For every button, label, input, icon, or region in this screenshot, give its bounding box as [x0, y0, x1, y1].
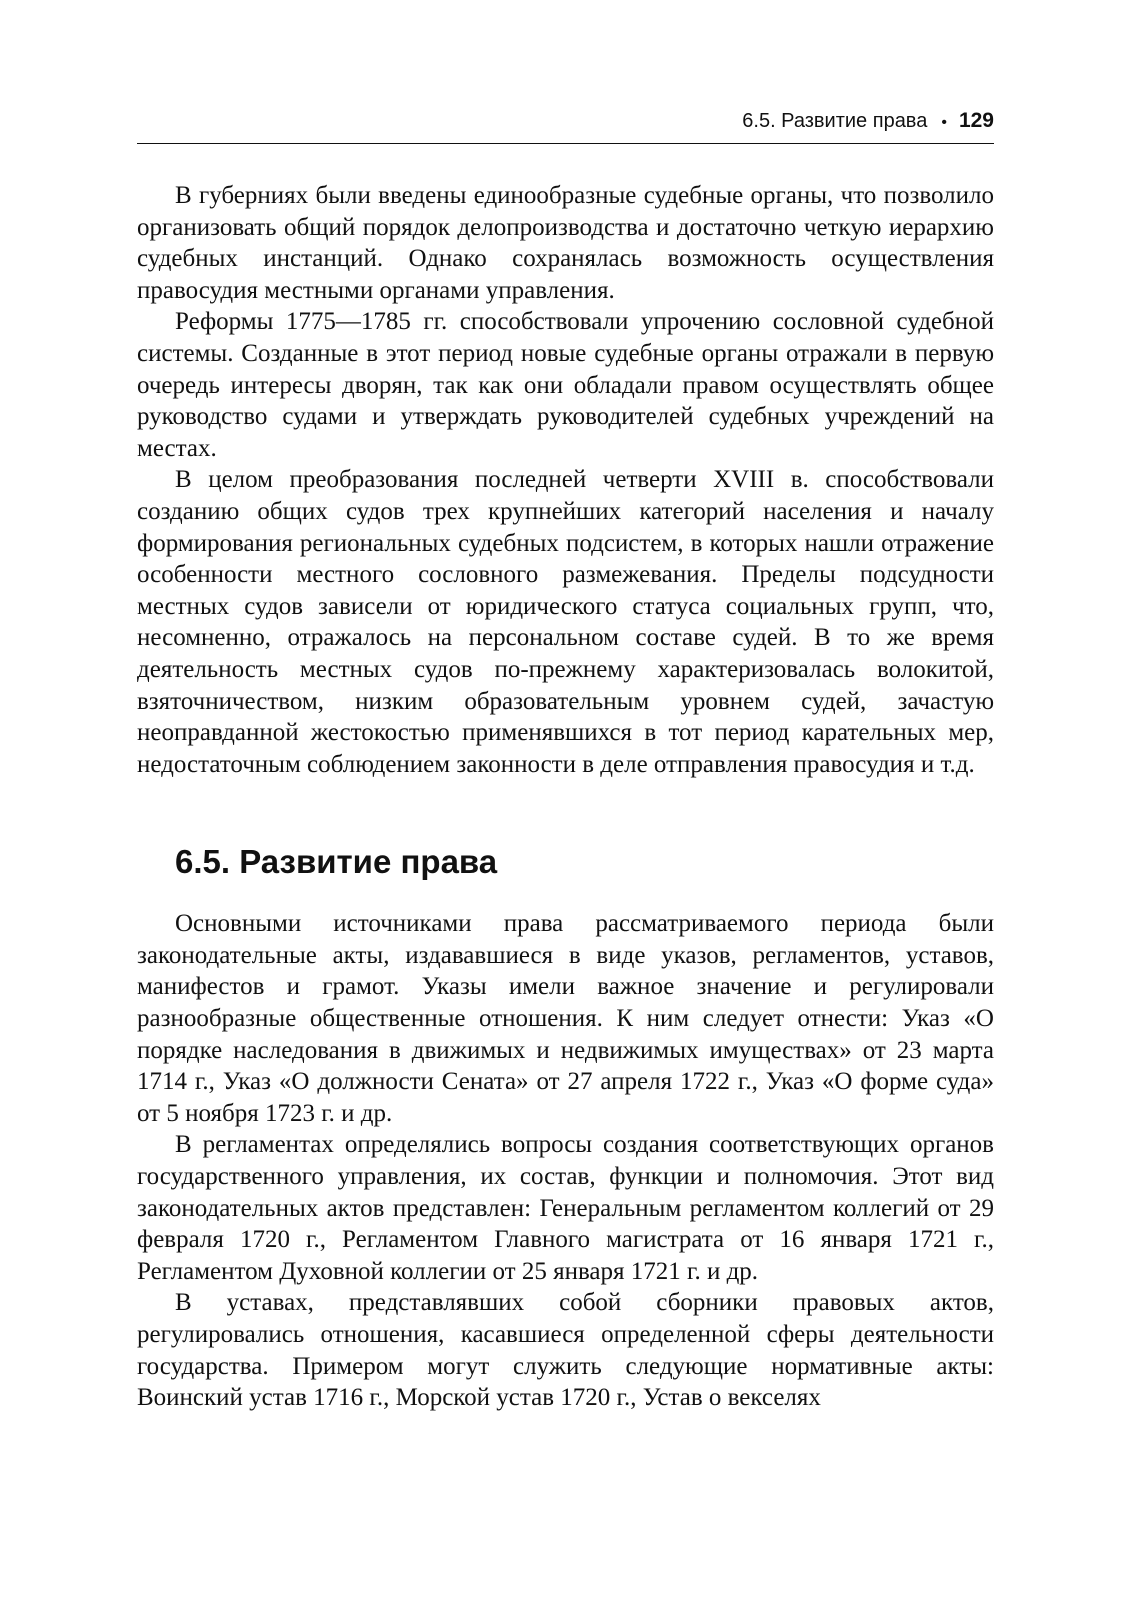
page-number: 129 [958, 109, 994, 132]
running-head [137, 108, 994, 144]
running-head-section: 6.5. Развитие права [742, 110, 928, 132]
paragraph: В целом преобразования последней четверти XVIII в. способствовали созданию общих судов трех крупнейших категорий населения и началу формирования региональных судебных подсистем, в которых нашли отражение особенности местного сословного размежевания. Пределы подсудности местных судов зависели от юридического статуса социальных групп, что, несомненно, отражалось на персональном составе судей. В то же время деятельность местных судов по-прежнему характеризовалась волокитой, взяточничеством, низким образовательным уровнем судей, зачастую неоправданной жестокостью применявшихся в тот период карательных мер, недостаточным соблюдением законности в деле отправления правосудия и т.д. [137, 466, 994, 778]
paragraph: Основными источниками права рассматриваемого периода были законодательные акты, издававшиеся в виде указов, регламентов, уставов, манифестов и грамот. Указы имели важное значение и регулировали разнообразные общественные отношения. К ним следует отнести: Указ «О порядке наследования в движимых и недвижимых имуществах» от 23 марта 1714 г., Указ «О должности Сената» от 27 апреля 1722 г., Указ «О форме суда» от 5 ноября 1723 г. и др. [137, 910, 994, 1127]
text-block-after [137, 908, 994, 1414]
paragraph: В регламентах определялись вопросы создания соответствующих органов государственного управления, их состав, функции и полномочия. Этот вид законодательных актов представлен: Генеральным регламентом коллегий от 29 февраля 1720 г., Регламентом Главного магистрата от 16 января 1721 г., Регламентом Духовной коллегии от 25 января 1721 г. и др. [137, 1131, 994, 1285]
paragraph: Реформы 1775—1785 гг. способствовали упрочению сословной судебной системы. Созданные в этот период новые судебные органы отражали в первую очередь интересы дворян, так как они обладали правом осуществлять общее руководство судами и утверждать руководителей судебных учреждений на местах. [137, 308, 994, 462]
section-heading: 6.5. Развитие права [175, 843, 498, 881]
book-page [137, 108, 994, 1414]
paragraph: В губерниях были введены единообразные судебные органы, что позволило организовать общий порядок делопроизводства и достаточно четкую иерархию судебных инстанций. Однако сохранялась возможность осуществления правосудия местными органами управления. [137, 182, 994, 304]
running-head-separator: • [941, 114, 947, 131]
paragraph: В уставах, представлявших собой сборники правовых актов, регулировались отношения, касавшиеся определенной сферы деятельности государства. Примером могут служить следующие нормативные акты: Воинский устав 1716 г., Морской устав 1720 г., Устав о векселях [137, 1289, 994, 1412]
text-block-before [137, 180, 994, 780]
